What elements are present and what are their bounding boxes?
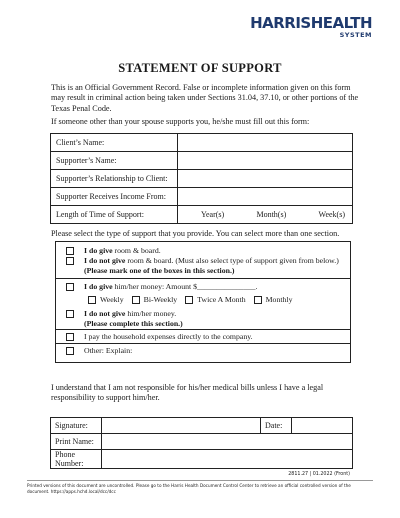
table-row — [51, 152, 353, 170]
print-name-field[interactable] — [102, 434, 353, 450]
checkbox[interactable] — [185, 296, 193, 304]
frequency-monthly: Monthly — [265, 295, 293, 304]
footer-divider — [27, 480, 373, 481]
phone-field[interactable] — [102, 450, 353, 469]
relationship-label: Supporter’s Relationship to Client: — [51, 170, 178, 188]
income-source-field[interactable] — [178, 188, 353, 206]
checkbox[interactable] — [88, 296, 96, 304]
months-unit: Month(s) — [256, 210, 287, 219]
logo-subtitle: SYSTEM — [339, 31, 372, 39]
supporter-name-field[interactable] — [178, 152, 353, 170]
checkbox[interactable] — [66, 347, 74, 355]
supporter-name-label: Supporter’s Name: — [51, 152, 178, 170]
print-name-label: Print Name: — [51, 434, 102, 450]
checkbox[interactable] — [66, 247, 74, 255]
divider — [56, 278, 350, 279]
option-text: room & board. — [112, 246, 161, 255]
option-bold-text: I do give — [84, 282, 113, 291]
table-row — [51, 188, 353, 206]
page-title: STATEMENT OF SUPPORT — [118, 61, 282, 75]
option-bold-text: I do not give — [84, 309, 126, 318]
option-bold-text: I do give — [84, 246, 113, 255]
checkbox[interactable] — [66, 310, 74, 318]
weeks-unit: Week(s) — [318, 210, 345, 219]
client-name-label: Client’s Name: — [51, 134, 178, 152]
responsibility-statement: I understand that I am not responsible for his/her medical bills unless I have a legal responsibility to support him/her. — [51, 383, 324, 403]
checkbox[interactable] — [254, 296, 262, 304]
client-name-field[interactable] — [178, 134, 353, 152]
checkbox[interactable] — [132, 296, 140, 304]
payment-frequency-group — [88, 295, 292, 304]
option-text: room & board. (Must also select type of support given from below.) — [125, 256, 339, 265]
option-text: I pay the household expenses directly to the company. — [84, 332, 253, 341]
frequency-twice-month: Twice A Month — [197, 295, 246, 304]
date-label: Date: — [261, 418, 292, 434]
frequency-weekly: Weekly — [100, 295, 124, 304]
supporter-info-table — [50, 133, 353, 224]
instruction-text: If someone other than your spouse supports you, he/she must fill out this form: — [51, 117, 310, 126]
signature-table — [50, 417, 353, 469]
phone-label: Phone Number: — [51, 450, 102, 469]
table-row — [51, 418, 353, 434]
table-row — [51, 450, 353, 469]
footer-disclaimer: Printed versions of this document are uncontrolled. Please go to the Harris Health Document Control Center to retrieve an official controlled version of the document. https://apps.hchd.local/dcc/dcc — [27, 483, 351, 494]
checkbox[interactable] — [66, 333, 74, 341]
years-unit: Year(s) — [201, 210, 225, 219]
option-text: Other: Explain: — [84, 346, 133, 355]
intro-paragraph: This is an Official Government Record. False or incomplete information given on this form may result in criminal action being taken under Sections 31.04, 37.10, or other portions of the Texas Penal Code. — [51, 83, 359, 113]
form-number: 2811.27 | 01.2022 (Front) — [288, 472, 350, 477]
frequency-biweekly: Bi-Weekly — [143, 295, 178, 304]
signature-field[interactable] — [102, 418, 261, 434]
table-row — [51, 206, 353, 224]
option-bold-text: I do not give — [84, 256, 126, 265]
checkbox[interactable] — [66, 283, 74, 291]
divider — [56, 329, 350, 330]
logo-wordmark: HARRISHEALTH — [250, 14, 372, 32]
divider — [56, 343, 350, 344]
support-type-instruction: Please select the type of support that you provide. You can select more than one section. — [51, 229, 340, 238]
option-text: him/her money: Amount $_______________. — [112, 282, 258, 291]
income-source-label: Supporter Receives Income From: — [51, 188, 178, 206]
signature-label: Signature: — [51, 418, 102, 434]
support-length-field[interactable] — [178, 206, 353, 224]
option-note: (Please mark one of the boxes in this section.) — [84, 265, 235, 275]
table-row — [51, 434, 353, 450]
table-row — [51, 170, 353, 188]
support-length-label: Length of Time of Support: — [51, 206, 178, 224]
harris-health-logo — [250, 16, 372, 39]
table-row — [51, 134, 353, 152]
support-options-box — [55, 241, 351, 363]
relationship-field[interactable] — [178, 170, 353, 188]
checkbox[interactable] — [66, 257, 74, 265]
option-note: (Please complete this section.) — [84, 318, 183, 328]
option-text: him/her money. — [125, 309, 177, 318]
date-field[interactable] — [292, 418, 353, 434]
